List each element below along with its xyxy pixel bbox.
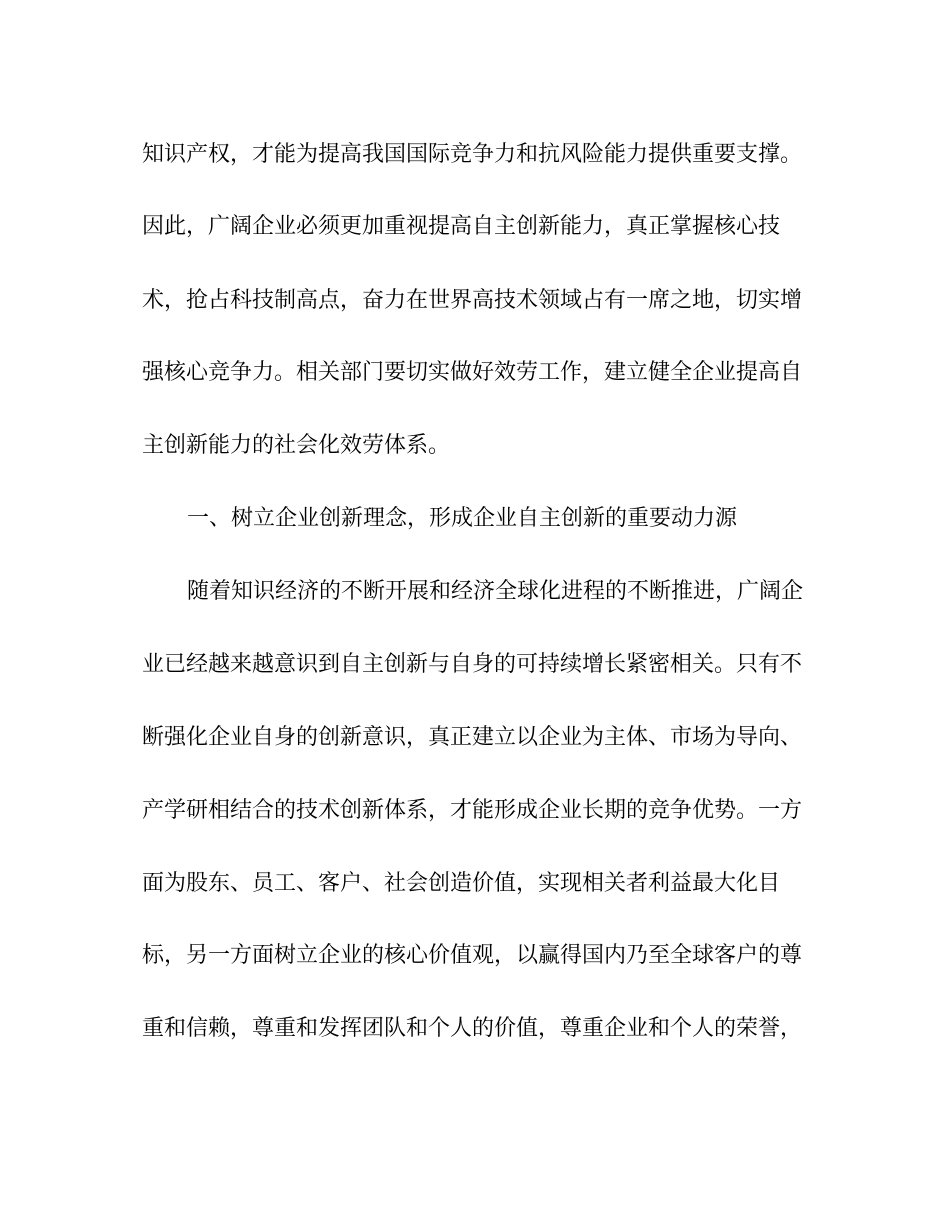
text-line: 产学研相结合的技术创新体系，才能形成企业长期的竞争优势。一方 <box>142 798 803 823</box>
text-line: 术，抢占科技制高点，奋力在世界高技术领域占有一席之地，切实增 <box>142 288 803 313</box>
text-line: 断强化企业自身的创新意识，真正建立以企业为主体、市场为导向、 <box>142 725 803 750</box>
section-heading: 一、树立企业创新理念，形成企业自主创新的重要动力源 <box>187 506 738 531</box>
text-line: 主创新能力的社会化效劳体系。 <box>142 433 451 458</box>
text-line: 知识产权，才能为提高我国国际竞争力和抗风险能力提供重要支撑。 <box>142 142 803 167</box>
text-line: 强核心竞争力。相关部门要切实做好效劳工作，建立健全企业提高自 <box>142 360 803 385</box>
text-line: 重和信赖，尊重和发挥团队和个人的价值，尊重企业和个人的荣誉， <box>142 1016 803 1041</box>
text-line: 随着知识经济的不断开展和经济全球化进程的不断推进，广阔企 <box>187 579 804 604</box>
text-line: 标，另一方面树立企业的核心价值观，以赢得国内乃至全球客户的尊 <box>142 943 803 968</box>
text-line: 因此，广阔企业必须更加重视提高自主创新能力，真正掌握核心技 <box>142 214 781 239</box>
text-line: 业已经越来越意识到自主创新与自身的可持续增长紧密相关。只有不 <box>142 652 803 677</box>
text-line: 面为股东、员工、客户、社会创造价值，实现相关者利益最大化目 <box>142 871 781 896</box>
